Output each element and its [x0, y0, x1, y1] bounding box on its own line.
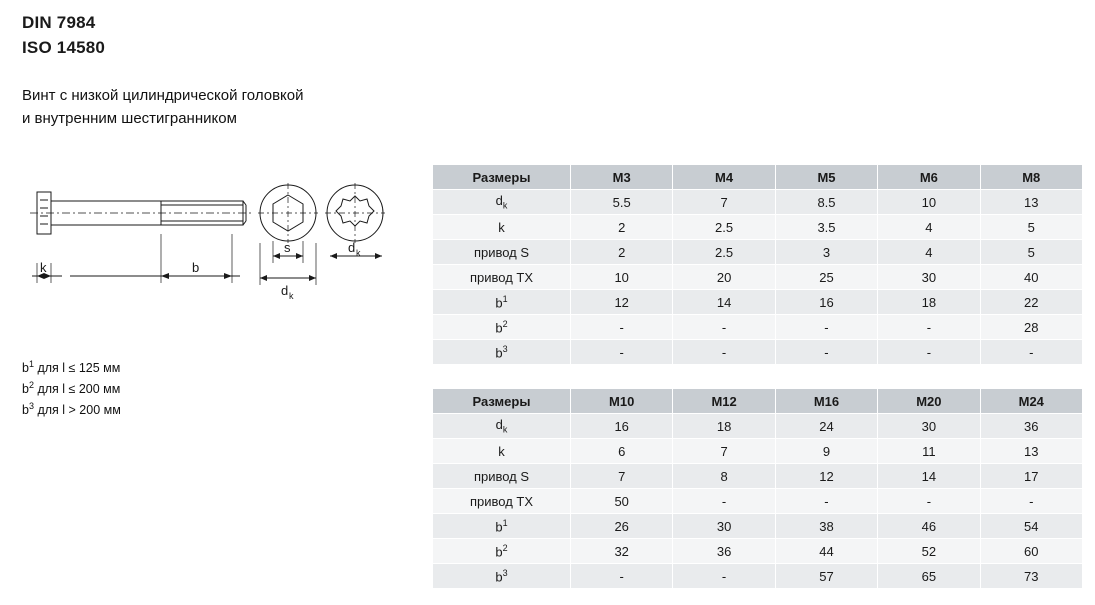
- table1-header-2: M4: [673, 165, 775, 190]
- table1-header-5: M8: [980, 165, 1082, 190]
- dimension-label-b: b: [192, 260, 200, 275]
- table2-row2-col5: 17: [980, 464, 1082, 489]
- table2-row1-col4: 11: [878, 439, 980, 464]
- table2-row2-col2: 8: [673, 464, 775, 489]
- dimension-label-dk-hex: d: [281, 283, 289, 298]
- table2-row3-col4: -: [878, 489, 980, 514]
- table1-row3-col4: 30: [878, 265, 980, 290]
- table1-row0-col5: 13: [980, 190, 1082, 215]
- table1-row1-col4: 4: [878, 215, 980, 240]
- table-row: [433, 439, 1083, 464]
- table-header-row: [433, 389, 1083, 414]
- table1-row1-col1: 2: [571, 215, 673, 240]
- table1-row6-label: $b^3$: [433, 340, 571, 365]
- table1-row5-col5: 28: [980, 315, 1082, 340]
- table1-row1-col2: 2.5: [673, 215, 775, 240]
- table1-row3-col2: 20: [673, 265, 775, 290]
- table2-row3-col5: -: [980, 489, 1082, 514]
- table-row: [433, 414, 1083, 439]
- table2-row0-col3: 24: [775, 414, 877, 439]
- table2-row0-col1: 16: [571, 414, 673, 439]
- table1-row6-col2: -: [673, 340, 775, 365]
- table2-row2-label: привод S: [433, 464, 571, 489]
- table1-row2-col4: 4: [878, 240, 980, 265]
- table2-row1-col1: 6: [571, 439, 673, 464]
- table2-row6-col3: 57: [775, 564, 877, 589]
- table1-header-3: M5: [775, 165, 877, 190]
- dimension-label-dk-hex-sub: k: [289, 291, 294, 301]
- table2-row5-col1: 32: [571, 539, 673, 564]
- dimensions-table-small-sizes-wrap: [432, 164, 1082, 365]
- table-row: [433, 539, 1083, 564]
- table-row: [433, 315, 1083, 340]
- dimensions-table-large-sizes: [432, 388, 1083, 589]
- table2-header-5: M24: [980, 389, 1082, 414]
- table1-row4-col5: 22: [980, 290, 1082, 315]
- table-row: [433, 340, 1083, 365]
- table2-row0-col2: 18: [673, 414, 775, 439]
- table2-row4-col5: 54: [980, 514, 1082, 539]
- table2-row5-col4: 52: [878, 539, 980, 564]
- table2-row1-label: k: [433, 439, 571, 464]
- table1-row2-col2: 2.5: [673, 240, 775, 265]
- footnote-b1-text: для l ≤ 125 мм: [33, 361, 121, 376]
- table2-row3-col1: 50: [571, 489, 673, 514]
- table2-header-0: Размеры: [433, 389, 571, 414]
- table2-row1-col5: 13: [980, 439, 1082, 464]
- table2-row4-label: $b^1$: [433, 514, 571, 539]
- table2-row2-col4: 14: [878, 464, 980, 489]
- table1-row0-col3: 8.5: [775, 190, 877, 215]
- table1-row6-col3: -: [775, 340, 877, 365]
- table2-row0-label: $d_k$: [433, 414, 571, 439]
- table-row: [433, 514, 1083, 539]
- table1-row4-label: $b^1$: [433, 290, 571, 315]
- table1-row0-label: $d_k$: [433, 190, 571, 215]
- table1-row3-label: привод TX: [433, 265, 571, 290]
- table2-row1-col2: 7: [673, 439, 775, 464]
- table1-row0-col4: 10: [878, 190, 980, 215]
- table2-row6-col4: 65: [878, 564, 980, 589]
- table1-row5-col2: -: [673, 315, 775, 340]
- table-header-row: [433, 165, 1083, 190]
- table2-header-1: M10: [571, 389, 673, 414]
- table1-row4-col3: 16: [775, 290, 877, 315]
- table2-row2-col1: 7: [571, 464, 673, 489]
- table1-header-0: Размеры: [433, 165, 571, 190]
- table1-row5-label: $b^2$: [433, 315, 571, 340]
- table2-row6-col2: -: [673, 564, 775, 589]
- table2-row0-col4: 30: [878, 414, 980, 439]
- table-row: [433, 290, 1083, 315]
- technical-drawing: [10, 168, 410, 318]
- table2-row4-col4: 46: [878, 514, 980, 539]
- table1-row2-col3: 3: [775, 240, 877, 265]
- table-row: [433, 564, 1083, 589]
- table2-row4-col2: 30: [673, 514, 775, 539]
- table2-row0-col5: 36: [980, 414, 1082, 439]
- dimensions-table-large-sizes-wrap: [432, 388, 1082, 589]
- table2-row5-col3: 44: [775, 539, 877, 564]
- table2-row5-col5: 60: [980, 539, 1082, 564]
- table1-row4-col4: 18: [878, 290, 980, 315]
- table2-row3-label: привод TX: [433, 489, 571, 514]
- table2-row4-col3: 38: [775, 514, 877, 539]
- product-description-line-1: Винт с низкой цилиндрической головкой: [22, 87, 304, 104]
- table1-row6-col5: -: [980, 340, 1082, 365]
- table1-row3-col3: 25: [775, 265, 877, 290]
- table1-header-4: M6: [878, 165, 980, 190]
- table1-row5-col3: -: [775, 315, 877, 340]
- footnote-b2: $b^2$ для l ≤ 200 мм: [22, 380, 121, 397]
- table2-row6-col1: -: [571, 564, 673, 589]
- table2-header-3: M16: [775, 389, 877, 414]
- standard-iso: ISO 14580: [22, 38, 106, 57]
- table1-row0-col1: 5.5: [571, 190, 673, 215]
- table2-row5-col2: 36: [673, 539, 775, 564]
- standard-din: DIN 7984: [22, 13, 96, 32]
- table2-row5-label: $b^2$: [433, 539, 571, 564]
- standard-titles: [22, 10, 422, 60]
- product-description-line-2: и внутренним шестигранником: [22, 110, 237, 127]
- footnote-b2-text: для l ≤ 200 мм: [33, 382, 121, 397]
- table2-row4-col1: 26: [571, 514, 673, 539]
- table1-row3-col1: 10: [571, 265, 673, 290]
- table1-row1-col5: 5: [980, 215, 1082, 240]
- table2-header-2: M12: [673, 389, 775, 414]
- table1-row5-col4: -: [878, 315, 980, 340]
- footnotes: [22, 356, 121, 419]
- table2-row6-label: $b^3$: [433, 564, 571, 589]
- table1-row2-col1: 2: [571, 240, 673, 265]
- table1-row3-col5: 40: [980, 265, 1082, 290]
- table1-row0-col2: 7: [673, 190, 775, 215]
- table1-row2-col5: 5: [980, 240, 1082, 265]
- table1-row4-col2: 14: [673, 290, 775, 315]
- footnote-b3-text: для l > 200 мм: [33, 403, 121, 418]
- product-description: [22, 84, 422, 130]
- dimension-label-dk-torx-sub: k: [356, 248, 361, 258]
- table2-row1-col3: 9: [775, 439, 877, 464]
- standard-info-block: [22, 10, 422, 130]
- dimension-label-s: s: [284, 240, 291, 255]
- table-row: [433, 240, 1083, 265]
- table1-row5-col1: -: [571, 315, 673, 340]
- table2-row2-col3: 12: [775, 464, 877, 489]
- table1-header-1: M3: [571, 165, 673, 190]
- table2-header-4: M20: [878, 389, 980, 414]
- dimension-label-dk-torx: d: [348, 240, 356, 255]
- table2-row3-col2: -: [673, 489, 775, 514]
- table-row: [433, 489, 1083, 514]
- table1-row1-label: k: [433, 215, 571, 240]
- table1-row6-col4: -: [878, 340, 980, 365]
- table1-row2-label: привод S: [433, 240, 571, 265]
- table2-row3-col3: -: [775, 489, 877, 514]
- table-row: [433, 265, 1083, 290]
- footnote-b3: $b^3$ для l > 200 мм: [22, 401, 121, 418]
- table-row: [433, 464, 1083, 489]
- dimension-label-k: k: [40, 260, 47, 275]
- dimensions-table-small-sizes: [432, 164, 1083, 365]
- table1-row6-col1: -: [571, 340, 673, 365]
- table1-row1-col3: 3.5: [775, 215, 877, 240]
- table-row: [433, 215, 1083, 240]
- table2-row6-col5: 73: [980, 564, 1082, 589]
- table1-row4-col1: 12: [571, 290, 673, 315]
- footnote-b1: $b^1$ для l ≤ 125 мм: [22, 359, 121, 376]
- table-row: [433, 190, 1083, 215]
